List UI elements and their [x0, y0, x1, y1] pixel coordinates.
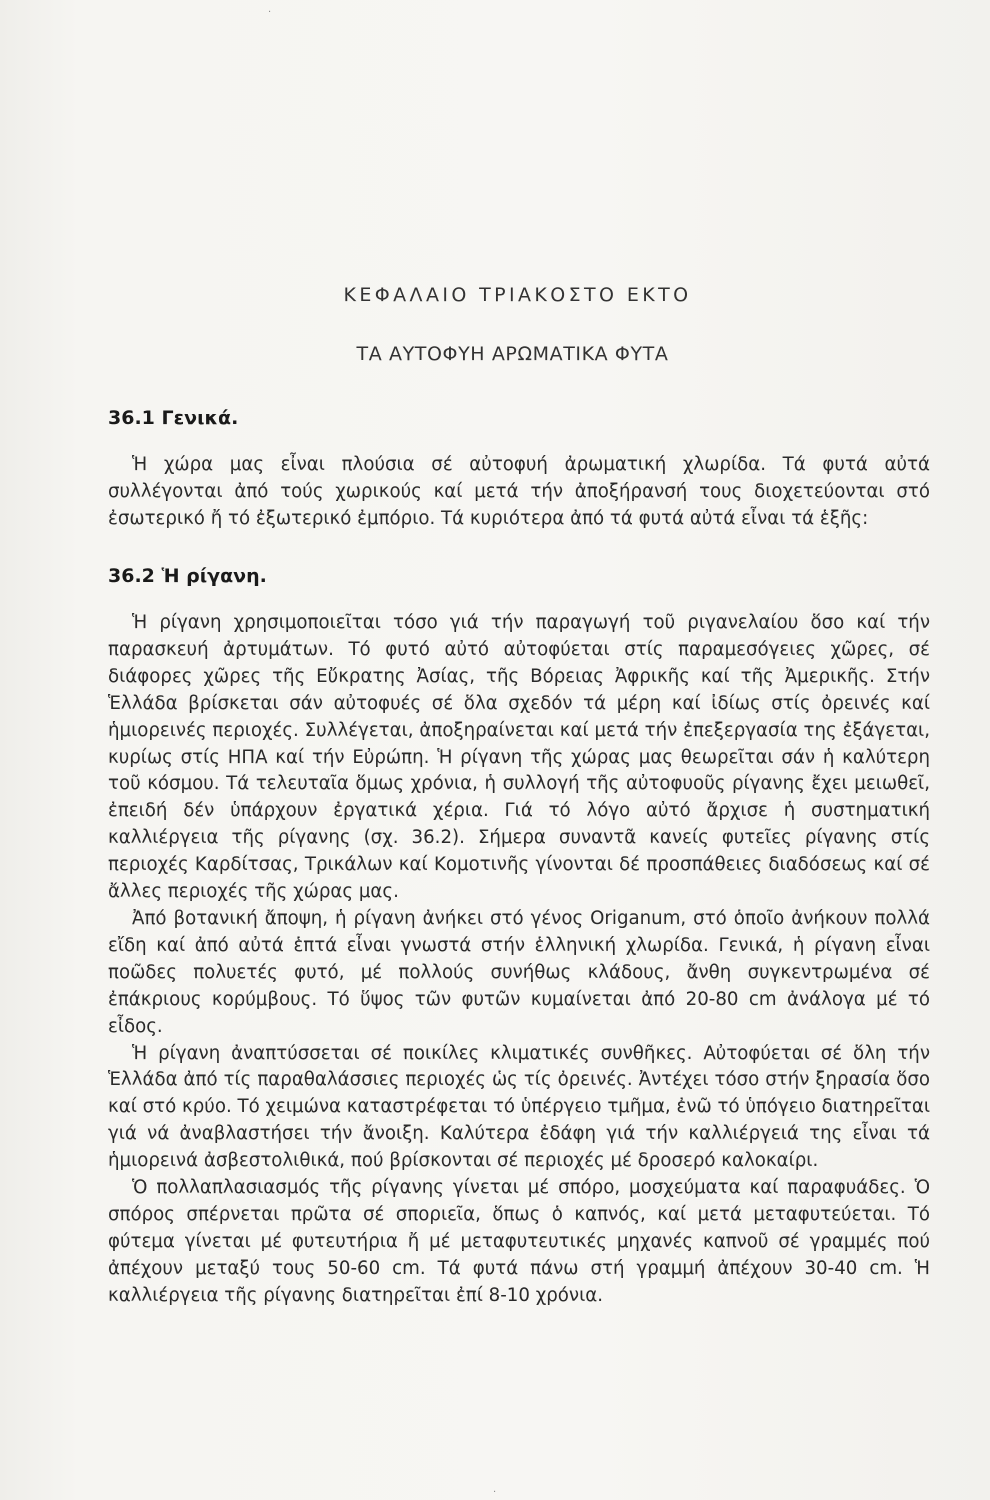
scan-speck: . [268, 4, 272, 15]
chapter-title: ΤΑ ΑΥΤΟΦΥΗ ΑΡΩΜΑΤΙΚΑ ΦΥΤΑ [356, 343, 669, 365]
chapter-number: ΚΕΦΑΛΑΙΟ ΤΡΙΑΚΟΣΤΟ ΕΚΤΟ [343, 284, 692, 306]
paragraph: Ἡ χώρα μας εἶναι πλούσια σέ αὐτοφυή ἀρωματική χλωρίδα. Τά φυτά αὐτά συλλέγονται ἀπό τούς χωρικούς καί μετά τήν ἀποξήρανσή τους διοχετεύονται στό ἐσωτερικό ἤ τό ἐξωτερικό ἐμπόριο. Τά κυριότερα ἀπό τά φυτά αὐτά εἶναι τά ἑξῆς: [108, 454, 930, 529]
paragraph: Ἀπό βοτανική ἄποψη, ἡ ρίγανη ἀνήκει στό γένος Origanum, στό ὁποῖο ἀνήκουν πολλά εἴδη καί ἀπό αὐτά ἑπτά εἶναι γνωστά στήν ἑλληνική χλωρίδα. Γενικά, ἡ ρίγανη εἶναι ποῶδες πολυετές φυτό, μέ πολλούς συνήθως κλάδους, ἄνθη συγκεντρωμένα σέ ἐπάκριους κορύμβους. Τό ὕψος τῶν φυτῶν κυμαίνεται ἀπό 20-80 cm ἀνάλογα μέ τό εἶδος. [108, 907, 930, 1037]
section-heading-general: 36.1 Γενικά. [108, 407, 239, 429]
paragraph: Ἡ ρίγανη χρησιμοποιεῖται τόσο γιά τήν παραγωγή τοῦ ριγανελαίου ὅσο καί τήν παρασκευή ἀρτυμάτων. Τό φυτό αὐτό αὐτοφύεται στίς παραμεσόγειες χῶρες, σέ διάφορες χῶρες τῆς Εὔκρατης Ἀσίας, τῆς Βόρειας Ἀφρικῆς καί τῆς Ἀμερικῆς. Στήν Ἑλλάδα βρίσκεται σάν αὐτοφυές σέ ὅλα σχεδόν τά μέρη καί ἰδίως στίς ὀρεινές καί ἡμιορεινές περιοχές. Συλλέγεται, ἀποξηραίνεται καί μετά τήν ἐπεξεργασία της ἐξάγεται, κυρίως στίς ΗΠΑ καί τήν Εὐρώπη. Ἡ ρίγανη τῆς χώρας μας θεωρεῖται σάν ἡ καλύτερη τοῦ κόσμου. Τά τελευταῖα ὅμως χρόνια, ἡ συλλογή τῆς αὐτοφυοῦς ρίγανης ἔχει μειωθεῖ, ἐπειδή δέν ὑπάρχουν ἐργατικά χέρια. Γιά τό λόγο αὐτό ἄρχισε ἡ συστηματική καλλιέργεια τῆς ρίγανης (σχ. 36.2). Σήμερα συναντᾶ κανείς φυτεῖες ρίγανης στίς περιοχές Καρδίτσας, Τρικάλων καί Κομοτινῆς γίνονται δέ προσπάθειες διαδόσεως καί σέ ἄλλες περιοχές τῆς χώρας μας. [108, 612, 930, 903]
paragraph: Ὁ πολλαπλασιασμός τῆς ρίγανης γίνεται μέ σπόρο, μοσχεύματα καί παραφυάδες. Ὁ σπόρος σπέρνεται πρῶτα σέ σποριεῖα, ὅπως ὁ καπνός, καί μετά μεταφυτεύεται. Τό φύτεμα γίνεται μέ φυτευτήρια ἤ μέ μεταφυτευτικές μηχανές καπνοῦ σέ γραμμές πού ἀπέχουν μεταξύ τους 50-60 cm. Τά φυτά πάνω στή γραμμή ἀπέχουν 30-40 cm. Ἡ καλλιέργεια τῆς ρίγανης διατηρεῖται ἐπί 8-10 χρόνια. [108, 1177, 930, 1306]
paragraph: Ἡ ρίγανη ἀναπτύσσεται σέ ποικίλες κλιματικές συνθῆκες. Αὐτοφύεται σέ ὅλη τήν Ἑλλάδα ἀπό τίς παραθαλάσσιες περιοχές ὡς τίς ὀρεινές. Ἀντέχει τόσο στήν ξηρασία ὅσο καί στό κρύο. Τό χειμώνα καταστρέφεται τό ὑπέργειο τμῆμα, ἐνῶ τό ὑπόγειο διατηρεῖται γιά νά ἀναβλαστήσει τήν ἄνοιξη. Καλύτερα ἐδάφη γιά τήν καλλιέργειά της εἶναι τά ἡμιορεινά ἀσβεστολιθικά, πού βρίσκονται σέ περιοχές μέ δροσερό καλοκαίρι. [108, 1042, 930, 1172]
section-body-general [108, 452, 930, 533]
section-body-oregano [108, 610, 930, 1310]
scan-speck: . [493, 1484, 497, 1495]
section-heading-oregano: 36.2 Ἡ ρίγανη. [108, 565, 267, 587]
